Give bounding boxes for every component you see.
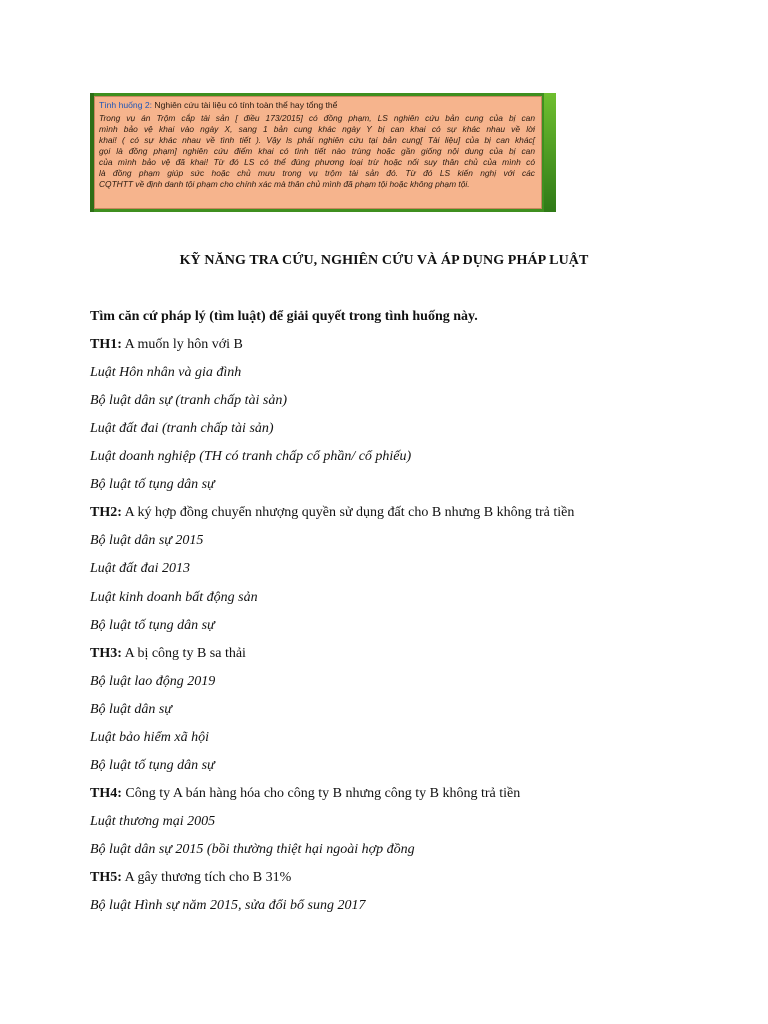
law-item: Bộ luật dân sự [90,702,172,717]
law-item: Luật đất đai (tranh chấp tài sản) [90,421,274,436]
law-item: Luật doanh nghiệp (TH có tranh chấp cổ phần/ cổ phiếu) [90,449,412,464]
slide-line: là đồng phạm giúp sức hoặc chủ mưu trong vụ trộm tài sản đó. Từ đó LS kiến nghị với các [99,168,535,178]
case-text: A bị công ty B sa thải [121,646,246,661]
case-label: TH5: [90,870,122,885]
law-item: Bộ luật lao động 2019 [90,674,216,689]
law-item: Bộ luật tố tụng dân sự [90,758,215,773]
case-label: TH3: [90,646,122,661]
case-heading-th1 [90,337,243,353]
law-item: Luật bảo hiểm xã hội [90,730,209,745]
case-text: A ký hợp đồng chuyển nhượng quyền sử dụng đất cho B nhưng B không trả tiền [121,505,575,520]
slide-line: khai! ( có sự khác nhau về tình tiết ). Vậy ls phải nghiên cứu tại bản cung[ Tài liệu] của bị can khác[ [99,135,535,145]
embedded-slide-image [90,93,556,212]
case-heading-th2 [90,505,574,521]
law-item: Luật đất đai 2013 [90,561,190,576]
law-item: Bộ luật dân sự 2015 (bồi thường thiệt hại ngoài hợp đồng [90,842,415,857]
law-item: Luật Hôn nhân và gia đình [90,365,242,380]
case-text: Công ty A bán hàng hóa cho công ty B nhưng công ty B không trả tiền [121,786,521,801]
slide-heading [99,100,535,111]
intro-question: Tìm căn cứ pháp lý (tìm luật) để giải quyết trong tình huống này. [90,309,478,324]
case-label: TH4: [90,786,122,801]
case-heading-th3 [90,646,246,662]
document-title: KỸ NĂNG TRA CỨU, NGHIÊN CỨU VÀ ÁP DỤNG PHÁP LUẬT [179,253,589,268]
case-heading-th4 [90,786,520,802]
law-item: Bộ luật tố tụng dân sự [90,477,215,492]
slide-line: của mình bảo vệ đã khai! Từ đó LS có thể đúng phương loại trừ hoặc nối suy thân chủ của mình có [99,157,535,167]
slide-heading-text: Nghiên cứu tài liệu có tính toàn thể hay tổng thể [152,100,338,110]
case-label: TH2: [90,505,122,520]
case-text: A gây thương tích cho B 31% [121,870,292,885]
slide-heading-tag: Tình huống 2: [99,100,153,110]
case-text: A muốn ly hôn với B [121,337,243,352]
slide-text-panel [94,96,542,209]
slide-line: mình bảo vệ khai vào ngày X, sang 1 bản cung khác ngày Y bị can khai có sự khác nhau về lời [99,124,535,134]
law-item: Bộ luật dân sự 2015 [90,533,204,548]
slide-line: Trong vụ án Trộm cắp tài sản [ điều 173/2015] có đồng phạm, LS nghiên cứu bản cung của bị can [99,113,535,123]
case-label: TH1: [90,337,122,352]
slide-line: gọi là đồng phạm] nghiên cứu điểm khai có tình tiết nào trùng hoặc gần giống nội dung của bị can [99,146,535,156]
law-item: Bộ luật tố tụng dân sự [90,618,215,633]
law-item: Bộ luật Hình sự năm 2015, sửa đổi bổ sung 2017 [90,898,366,913]
law-item: Luật kinh doanh bất động sản [90,590,258,605]
slide-right-border [544,93,556,212]
law-item: Bộ luật dân sự (tranh chấp tài sản) [90,393,288,408]
law-item: Luật thương mại 2005 [90,814,216,829]
case-heading-th5 [90,870,291,886]
slide-line: CQTHTT về định danh tội phạm cho chính xác mà thân chủ mình đã phạm tội hoặc không phạm tội. [99,179,470,189]
